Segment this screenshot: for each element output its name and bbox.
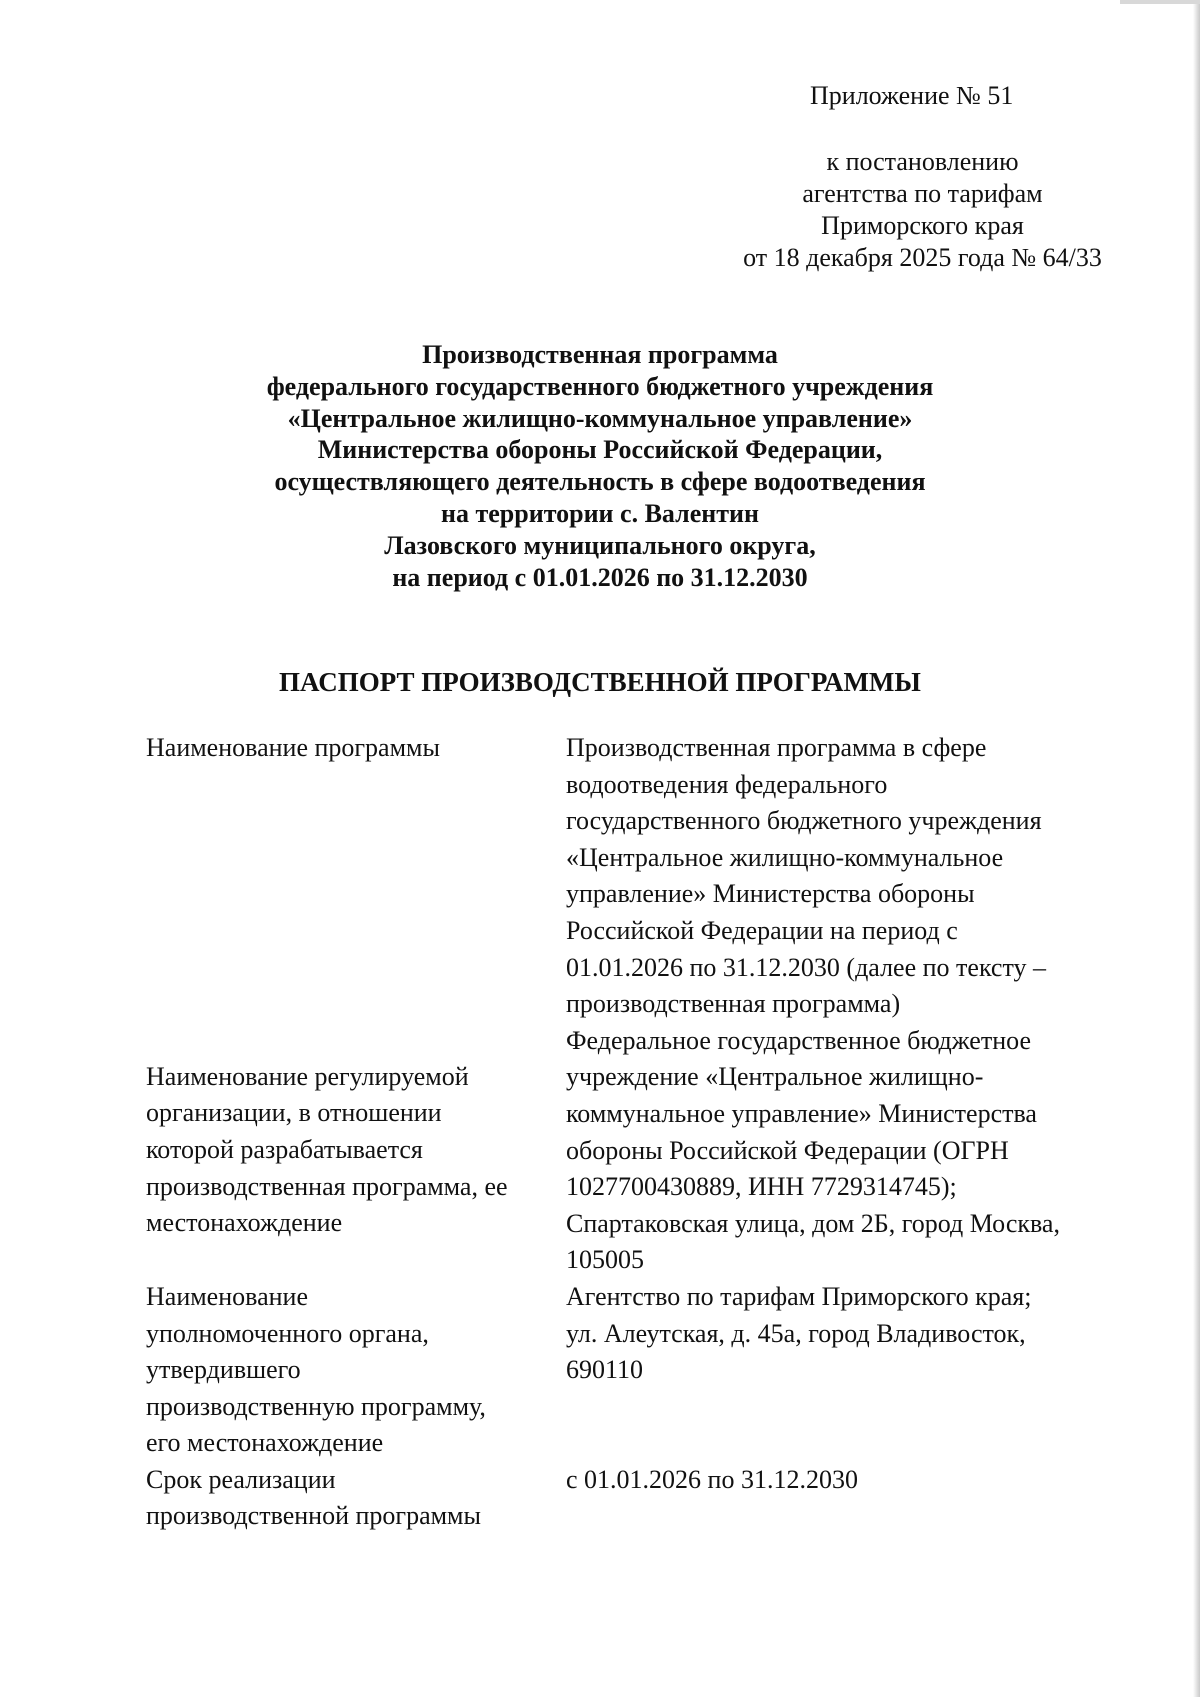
value-line: 105005 <box>566 1245 644 1275</box>
passport-row-value <box>566 1279 1106 1462</box>
value-line: 690110 <box>566 1355 644 1385</box>
passport-row-authority <box>146 1279 1106 1462</box>
label-line: его местонахождение <box>146 1428 384 1458</box>
title-line: Министерства обороны Российской Федерации, <box>317 435 883 465</box>
label-line: уполномоченного органа, <box>146 1318 429 1348</box>
passport-row-value <box>566 1462 1106 1535</box>
page-edge-shadow <box>1193 0 1200 1697</box>
label-line: производственной программы <box>146 1501 481 1531</box>
label-line: Наименование <box>146 1281 308 1311</box>
page-corner-mark <box>1120 0 1200 4</box>
label-line: утвердившего <box>146 1355 301 1385</box>
title-line: на период с 01.01.2026 по 31.12.2030 <box>392 562 808 592</box>
passport-row-label <box>146 1462 566 1535</box>
value-line: учреждение «Центральное жилищно- <box>566 1062 984 1092</box>
value-line: Федеральное государственное бюджетное <box>566 1025 1031 1055</box>
passport-table <box>146 730 1106 1535</box>
passport-heading: ПАСПОРТ ПРОИЗВОДСТВЕННОЙ ПРОГРАММЫ <box>279 667 921 697</box>
title-line: Лазовского муниципального округа, <box>384 530 816 560</box>
label-line: организации, в отношении <box>146 1098 442 1128</box>
label-line: местонахождение <box>146 1208 343 1238</box>
value-line: ул. Алеутская, д. 45а, город Владивосток, <box>566 1318 1026 1348</box>
appendix-number: Приложение № 51 <box>810 81 1014 110</box>
decree-reference <box>700 146 1145 274</box>
passport-row-label <box>146 1023 566 1279</box>
title-line: «Центральное жилищно-коммунальное управление» <box>287 403 913 433</box>
decree-line: агентства по тарифам <box>802 179 1043 208</box>
value-line: 1027700430889, ИНН 7729314745); <box>566 1172 957 1202</box>
title-line: на территории с. Валентин <box>441 498 759 528</box>
value-line: Российской Федерации на период с <box>566 915 958 945</box>
title-line: Производственная программа <box>422 340 778 369</box>
value-line: с 01.01.2026 по 31.12.2030 <box>566 1464 858 1494</box>
passport-row-period <box>146 1462 1106 1535</box>
passport-row-value <box>566 1023 1106 1279</box>
label-line: производственная программа, ее <box>146 1171 508 1201</box>
passport-row-label <box>146 730 566 1023</box>
title-line: осуществляющего деятельность в сфере водоотведения <box>274 467 926 497</box>
value-line: Спартаковская улица, дом 2Б, город Москва, <box>566 1208 1060 1238</box>
value-line: обороны Российской Федерации (ОГРН <box>566 1135 1009 1165</box>
decree-line: к постановлению <box>826 147 1019 176</box>
passport-row-organization <box>146 1023 1106 1279</box>
value-line: Агентство по тарифам Приморского края; <box>566 1281 1032 1311</box>
value-line: коммунальное управление» Министерства <box>566 1098 1037 1128</box>
passport-row-value <box>566 730 1106 1023</box>
label-line: Наименование регулируемой <box>146 1061 469 1091</box>
value-line: управление» Министерства обороны <box>566 879 975 909</box>
label-line: которой разрабатывается <box>146 1134 423 1164</box>
value-line: водоотведения федерального <box>566 769 888 799</box>
passport-row-program-name <box>146 730 1106 1023</box>
value-line: Производственная программа в сфере <box>566 733 987 762</box>
document-title <box>180 339 1020 593</box>
passport-row-label <box>146 1279 566 1462</box>
title-line: федерального государственного бюджетного учреждения <box>266 371 934 401</box>
value-line: 01.01.2026 по 31.12.2030 (далее по тексту – <box>566 952 1046 982</box>
value-line: производственная программа) <box>566 989 901 1019</box>
value-line: государственного бюджетного учреждения <box>566 806 1042 836</box>
label-line: Срок реализации <box>146 1464 336 1494</box>
label-line: производственную программу, <box>146 1391 486 1421</box>
decree-line: от 18 декабря 2025 года № 64/33 <box>743 243 1102 272</box>
value-line: «Центральное жилищно-коммунальное <box>566 842 1004 872</box>
label-line: Наименование программы <box>146 733 440 762</box>
decree-line: Приморского края <box>821 211 1024 240</box>
